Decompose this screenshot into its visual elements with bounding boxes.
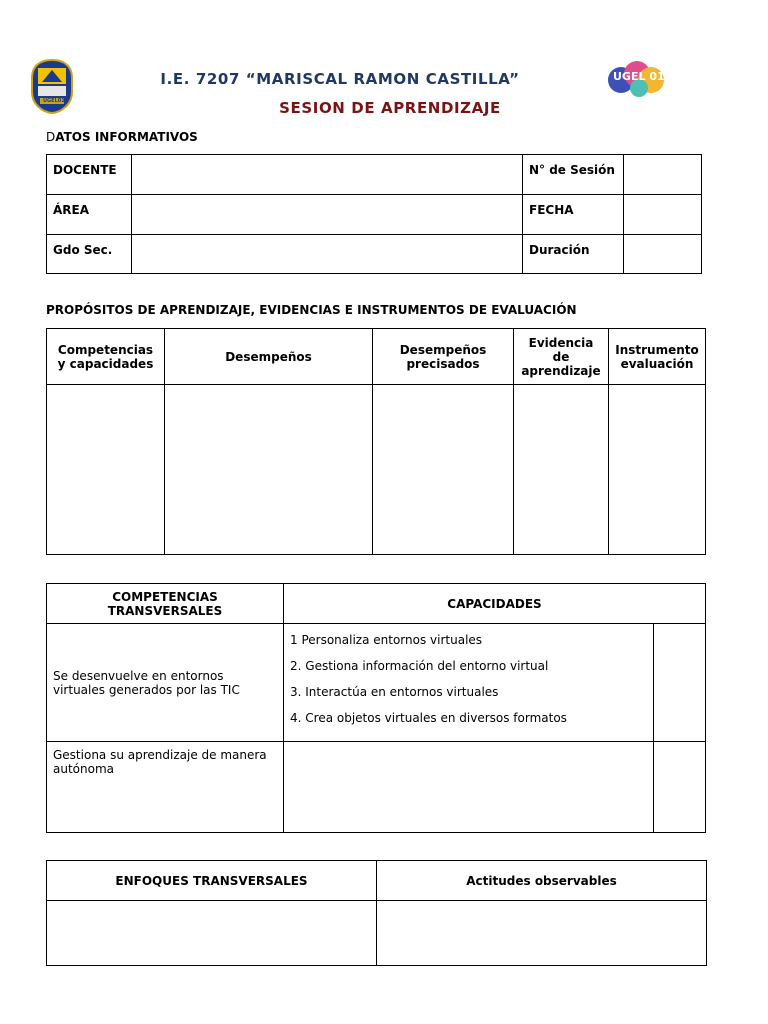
table-row <box>47 584 706 624</box>
competencia-tic: Se desenvuelve en entornos virtuales generados por las TIC <box>47 624 284 742</box>
sesion-label: N° de Sesión <box>523 155 624 195</box>
docente-value[interactable] <box>132 155 523 195</box>
instrumento-cell[interactable] <box>609 385 706 555</box>
capacidad-item: 4. Crea objetos virtuales en diversos formatos <box>290 711 567 725</box>
ugel-logo-text: UGEL 01 <box>613 70 665 83</box>
header-instrumento: Instrumento evaluación <box>609 329 706 385</box>
header-enfoques: ENFOQUES TRANSVERSALES <box>47 861 377 901</box>
table-row <box>47 624 706 742</box>
capacidades-list <box>284 624 654 742</box>
table-row <box>47 155 702 195</box>
duracion-value[interactable] <box>624 235 702 274</box>
header-desempenos-precisados: Desempeños precisados <box>373 329 514 385</box>
duracion-label: Duración <box>523 235 624 274</box>
capacidad-item: 2. Gestiona información del entorno virtual <box>290 659 549 673</box>
datos-title-rest: ATOS INFORMATIVOS <box>55 130 198 144</box>
evidencia-cell[interactable] <box>514 385 609 555</box>
header-desempenos: Desempeños <box>165 329 373 385</box>
area-value[interactable] <box>132 195 523 235</box>
competencia-autonoma: Gestiona su aprendizaje de manera autónoma <box>47 742 284 833</box>
school-title: I.E. 7207 “MARISCAL RAMON CASTILLA” <box>160 70 520 88</box>
capacidades-autonoma-cell[interactable] <box>284 742 654 833</box>
table-row <box>47 742 706 833</box>
propositos-section-title: PROPÓSITOS DE APRENDIZAJE, EVIDENCIAS E INSTRUMENTOS DE EVALUACIÓN <box>46 303 577 317</box>
datos-title-first: D <box>46 130 56 144</box>
transversales-table <box>46 583 706 833</box>
desempenos-precisados-cell[interactable] <box>373 385 514 555</box>
table-row <box>47 385 706 555</box>
enfoques-table <box>46 860 707 966</box>
datos-section-title <box>46 130 198 144</box>
capacidad-item: 3. Interactúa en entornos virtuales <box>290 685 499 699</box>
sesion-value[interactable] <box>624 155 702 195</box>
document-title: SESION DE APRENDIZAJE <box>279 99 501 117</box>
area-label: ÁREA <box>47 195 132 235</box>
table-row <box>47 901 707 966</box>
docente-label: DOCENTE <box>47 155 132 195</box>
capacidad-check-cell-2[interactable] <box>654 742 706 833</box>
header-evidencia: Evidencia de aprendizaje <box>514 329 609 385</box>
header-actitudes: Actitudes observables <box>377 861 707 901</box>
table-row <box>47 235 702 274</box>
enfoques-cell[interactable] <box>47 901 377 966</box>
competencias-cell[interactable] <box>47 385 165 555</box>
fecha-value[interactable] <box>624 195 702 235</box>
table-row <box>47 195 702 235</box>
header-competencias-transversales: COMPETENCIAS TRANSVERSALES <box>47 584 284 624</box>
datos-table <box>46 154 702 274</box>
capacidad-check-cell[interactable] <box>654 624 706 742</box>
header-competencias: Competencias y capacidades <box>47 329 165 385</box>
header-capacidades: CAPACIDADES <box>284 584 706 624</box>
actitudes-cell[interactable] <box>377 901 707 966</box>
desempenos-cell[interactable] <box>165 385 373 555</box>
grado-label: Gdo Sec. <box>47 235 132 274</box>
table-row <box>47 861 707 901</box>
school-logo-text: UGEL01 <box>43 98 65 104</box>
table-row <box>47 329 706 385</box>
grado-value[interactable] <box>132 235 523 274</box>
fecha-label: FECHA <box>523 195 624 235</box>
propositos-table <box>46 328 706 555</box>
capacidad-item: 1 Personaliza entornos virtuales <box>290 633 483 647</box>
